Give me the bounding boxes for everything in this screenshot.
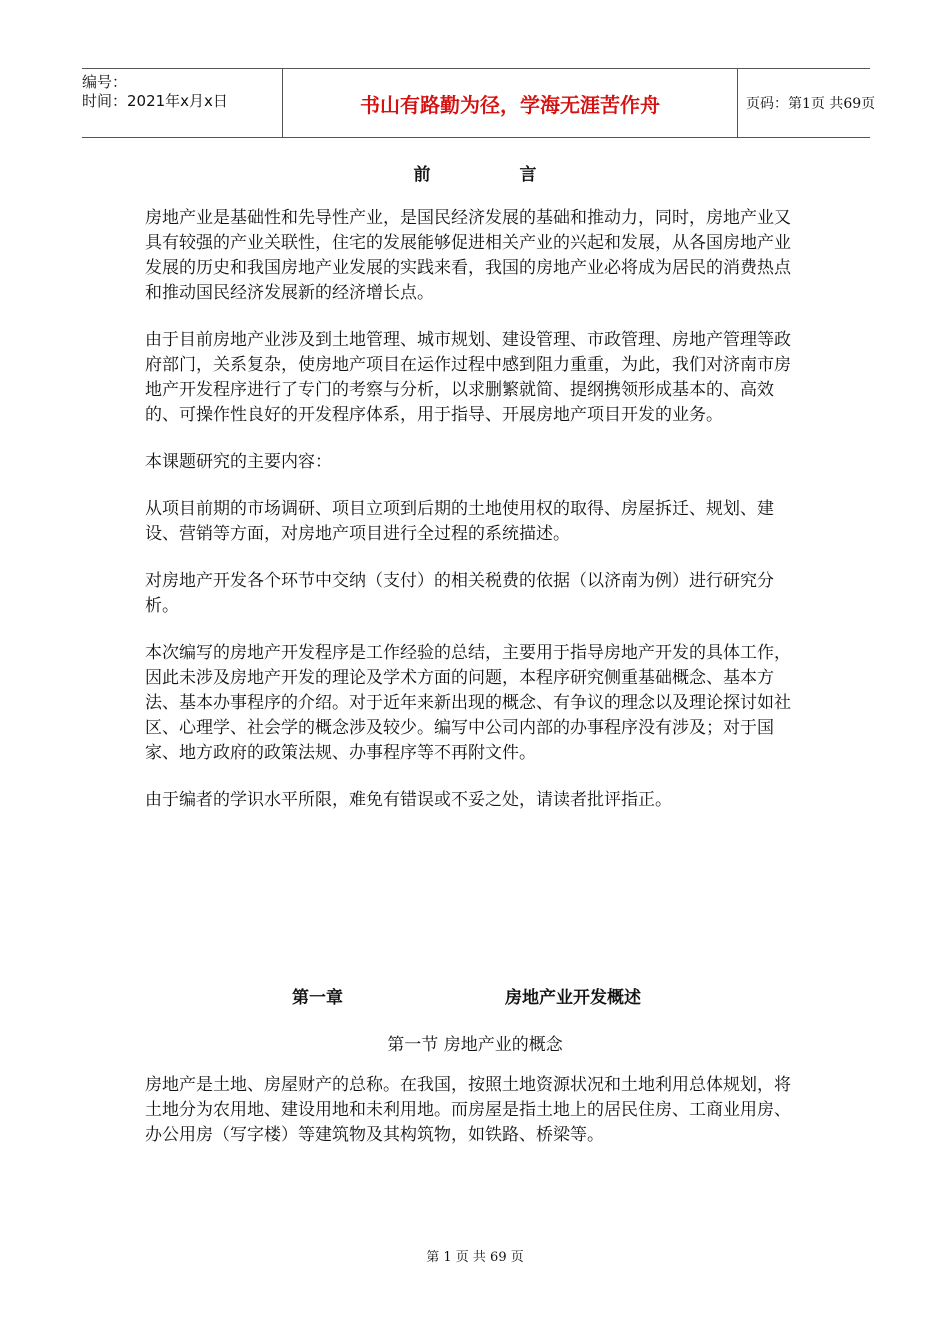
preface-paragraph: 对房地产开发各个环节中交纳（支付）的相关税费的依据（以济南为例）进行研究分析。: [145, 571, 774, 616]
header-meta: [82, 69, 282, 137]
section-paragraph: 房地产是土地、房屋财产的总称。在我国，按照土地资源状况和土地利用总体规划，将土地分为农用地、建设用地和未利用地。而房屋是指土地上的居民住房、工商业用房、办公用房（写字楼）等建筑物及其构筑物，如铁路、桥梁等。: [145, 1075, 791, 1145]
page-header: [82, 68, 876, 138]
document-number-label: 编号：: [82, 73, 128, 91]
preface-title: [0, 160, 950, 185]
preface-paragraph: 本课题研究的主要内容：: [145, 452, 332, 472]
section-body: [145, 1073, 805, 1148]
header-motto: 书山有路勤为径，学海无涯苦作舟: [282, 69, 738, 137]
page-footer: 第 1 页 共 69 页: [426, 1250, 524, 1265]
preface-paragraph: 由于目前房地产业涉及到土地管理、城市规划、建设管理、市政管理、房地产管理等政府部门，关系复杂，使房地产项目在运作过程中感到阻力重重，为此，我们对济南市房地产开发程序进行了专门的考察与分析，以求删繁就简、提纲携领形成基本的、高效的、可操作性良好的开发程序体系，用于指导、开展房地产项目开发的业务。: [145, 330, 791, 425]
preface-content: [145, 206, 805, 835]
document-date-label: 时间：2021年x月x日: [82, 92, 228, 110]
preface-paragraph: 房地产业是基础性和先导性产业，是国民经济发展的基础和推动力，同时，房地产业又具有较强的产业关联性，住宅的发展能够促进相关产业的兴起和发展，从各国房地产业发展的历史和我国房地产业发展的实践来看，我国的房地产业必将成为居民的消费热点和推动国民经济发展新的经济增长点。: [145, 208, 791, 303]
header-page-code: 页码：第1页 共69页: [746, 96, 876, 112]
preface-paragraph: 本次编写的房地产开发程序是工作经验的总结，主要用于指导房地产开发的具体工作，因此未涉及房地产开发的理论及学术方面的问题，本程序研究侧重基础概念、基本方法、基本办事程序的介绍。对于近年来新出现的概念、有争议的理念以及理论探讨如社区、心理学、社会学的概念涉及较少。编写中公司内部的办事程序没有涉及；对于国家、地方政府的政策法规、办事程序等不再附文件。: [145, 643, 791, 763]
preface-title-left: 前: [413, 165, 431, 185]
preface-title-right: 言: [519, 165, 537, 185]
preface-paragraph: 从项目前期的市场调研、项目立项到后期的土地使用权的取得、房屋拆迁、规划、建设、营销等方面，对房地产项目进行全过程的系统描述。: [145, 499, 774, 544]
section-title: 第一节 房地产业的概念: [387, 1035, 563, 1055]
chapter-title: 房地产业开发概述: [505, 988, 641, 1008]
preface-paragraph: 由于编者的学识水平所限，难免有错误或不妥之处，请读者批评指正。: [145, 790, 672, 810]
chapter-number: 第一章: [292, 988, 343, 1008]
